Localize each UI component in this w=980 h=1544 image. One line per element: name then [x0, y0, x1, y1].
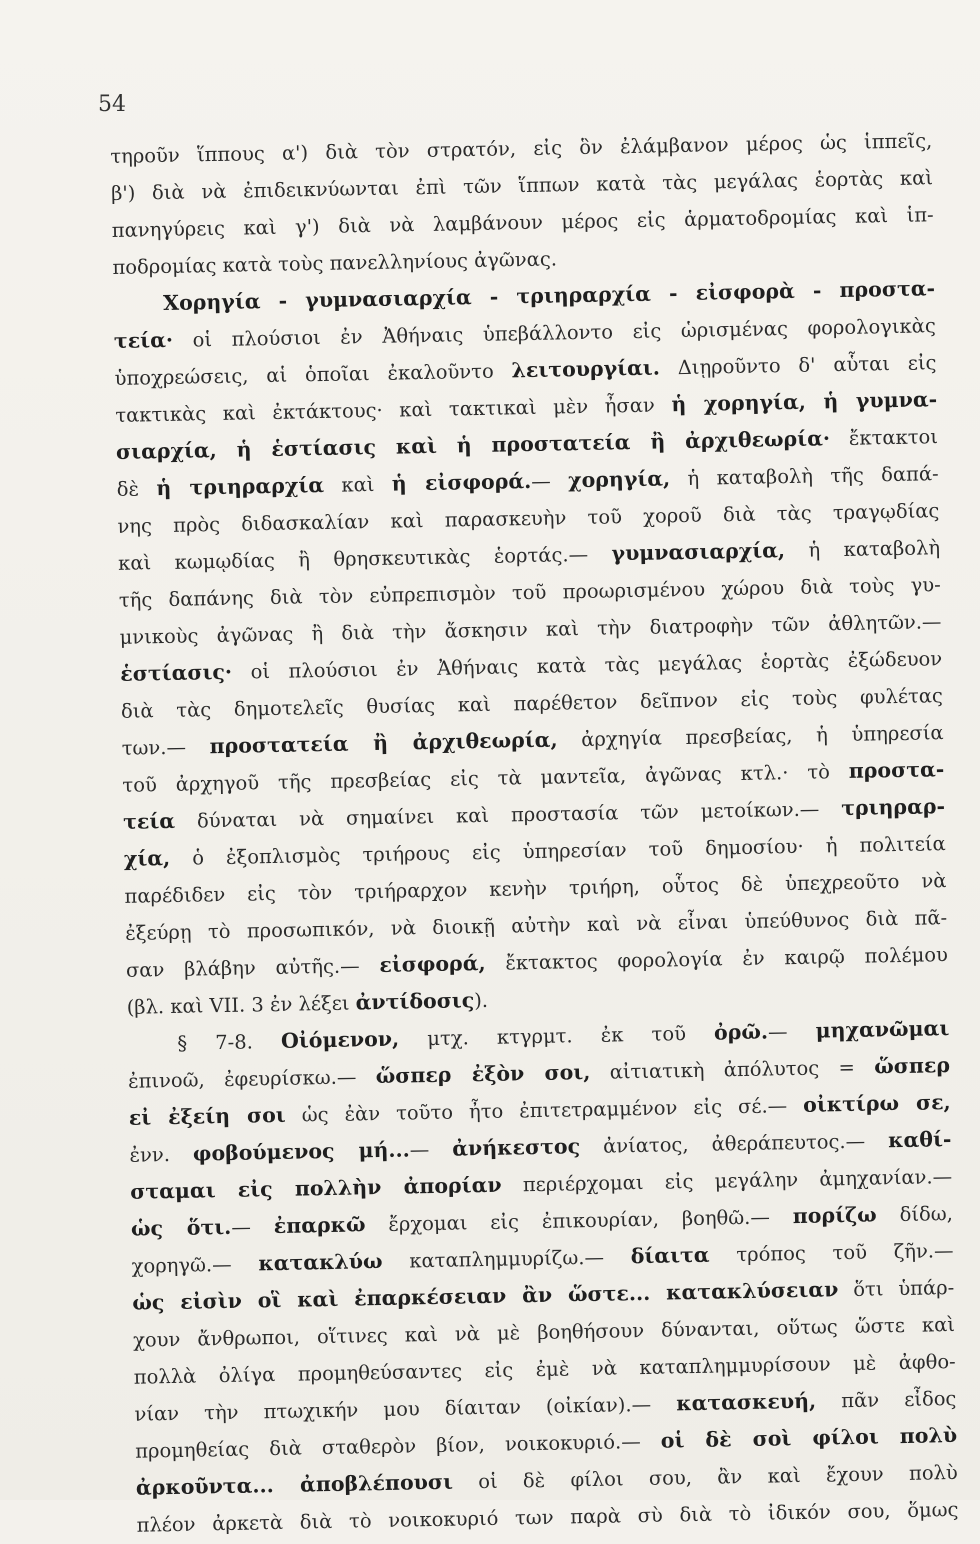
- bold-term: οἱ δὲ σοὶ φίλοι πολὺ: [660, 1422, 958, 1453]
- bold-term: σιαρχία, ἡ ἑστίασις καὶ ἡ προστατεία ἢ ἀρχιθεωρία·: [115, 426, 831, 464]
- bold-term: ὡς εἰσὶν οἳ καὶ ἐπαρκέσειαν ἂν ὥστε... κατακλύσειαν: [132, 1277, 839, 1315]
- text-segment: πολλὰ ὀλίγα προμηθεύσαντες εἰς ἐμὲ νὰ καταπλημμυρίσουν μὲ ἀφθο-: [133, 1349, 956, 1389]
- text-segment: μνικοὺς ἀγῶνας ἢ διὰ τὴν ἄσκησιν καὶ τὴν διατροφὴν τῶν ἀθλητῶν.—: [119, 610, 942, 649]
- text-segment: δύναται νὰ σημαίνει καὶ προστασία τῶν μετοίκων.—: [174, 797, 842, 833]
- page-number: 54: [98, 92, 126, 117]
- bold-term: χορηγία,: [567, 466, 671, 493]
- text-segment: —: [531, 469, 569, 493]
- text-segment: μτχ. κτγρμτ. ἐκ τοῦ: [398, 1021, 715, 1051]
- text-segment: ἐνν.: [129, 1142, 194, 1167]
- text-segment: πᾶν εἶδος: [815, 1386, 957, 1413]
- text-segment: τῆς δαπάνης διὰ τὸν εὐπρεπισμὸν τοῦ προωρισμένου χώρου διὰ τοὺς γυ-: [118, 573, 941, 612]
- text-segment: ἔκτακτοι: [829, 425, 939, 451]
- bold-term: ἀρκοῦντα... ἀποβλέπουσι: [135, 1469, 454, 1500]
- text-segment: —: [231, 1215, 274, 1239]
- text-segment: δὲ: [116, 477, 157, 501]
- text-segment: αἰτιατικὴ ἀπόλυτος =: [590, 1055, 875, 1084]
- bold-term: καθί-: [887, 1127, 952, 1153]
- text-segment: πλέον ἀρκετὰ διὰ τὸ νοικοκυριό των παρὰ σὺ διὰ τὸ ἰδικόν σου, ὅμως: [136, 1497, 959, 1537]
- bold-term: Οἰόμενον,: [280, 1026, 400, 1053]
- text-segment: ὑποχρεώσεις, αἱ ὁποῖαι ἐκαλοῦντο: [114, 359, 512, 390]
- bold-term: τριηραρ-: [840, 794, 946, 821]
- bold-term: ἐπαρκῶ: [273, 1212, 366, 1239]
- text-segment: —: [409, 1137, 453, 1162]
- bold-term: ἡ χορηγία, ἡ γυμνα-: [671, 387, 938, 417]
- text-segment: πανηγύρεις καὶ γ') διὰ νὰ λαμβάνουν μέρος εἰς ἁρματοδρομίας καὶ ἱπ-: [111, 203, 934, 242]
- bold-term: τεία·: [113, 327, 174, 353]
- text-segment: δίδω,: [876, 1202, 954, 1227]
- text-segment: χορηγῶ.—: [131, 1252, 259, 1278]
- text-segment: οἱ πλούσιοι ἐν Ἀθήναις κατὰ τὰς μεγάλας ἑορτὰς ἐξώδευον: [231, 647, 943, 684]
- text-segment: τηροῦν ἵππους α') διὰ τὸν στρατόν, εἰς ὃν ἐλάμβανον μέρος ὡς ἱππεῖς,: [110, 129, 933, 168]
- text-segment: προμηθείας διὰ σταθερὸν βίον, νοικοκυριό.—: [134, 1429, 662, 1463]
- bold-term: κατακλύω: [258, 1248, 383, 1276]
- text-segment: τρόπος τοῦ ζῆν.—: [709, 1239, 954, 1267]
- text-segment: καταπλημμυρίζω.—: [382, 1245, 631, 1273]
- bold-term: οἰκτίρω σε,: [802, 1090, 951, 1117]
- text-segment: ὡς ἐὰν τοῦτο ἦτο ἐπιτετραμμένον εἰς σέ.—: [285, 1093, 804, 1127]
- text-segment: ἔρχομαι εἰς ἐπικουρίαν, βοηθῶ.—: [365, 1205, 793, 1237]
- text-segment: παρέδιδεν εἰς τὸν τριήραρχον κενὴν τριήρη, οὗτος δὲ ὑπεχρεοῦτο νὰ: [124, 869, 947, 908]
- bold-term: πορίζω: [792, 1202, 877, 1229]
- bold-term: ὥσπερ: [874, 1053, 951, 1079]
- bold-term: ἀνήκεστος: [452, 1134, 581, 1161]
- text-segment: νης πρὸς διδασκαλίαν καὶ παρασκευὴν τοῦ χοροῦ διὰ τὰς τραγῳδίας: [117, 499, 940, 538]
- text-segment: ἡ καταβολὴ: [784, 536, 941, 563]
- text-segment: ἐπινοῶ, ἐφευρίσκω.—: [127, 1065, 376, 1093]
- text-segment: περιέρχομαι εἰς μεγάλην ἀμηχανίαν.—: [501, 1165, 953, 1197]
- body-text: [110, 122, 959, 1544]
- text-segment: ἔκτακτος φορολογία ἐν καιρῷ πολέμου: [485, 943, 949, 975]
- text-segment: ἀρχηγία πρεσβείας, ἡ ὑπηρεσία: [557, 721, 944, 752]
- bold-term: κατασκευή,: [675, 1388, 817, 1416]
- text-segment: ἀνίατος, ἀθεράπευτος.—: [579, 1129, 889, 1159]
- bold-term: σταμαι εἰς πολλὴν ἀπορίαν: [130, 1172, 502, 1204]
- text-segment: ποδρομίας κατὰ τοὺς πανελληνίους ἀγῶνας.: [112, 247, 558, 279]
- bold-term: γυμνασιαρχία,: [611, 538, 786, 566]
- bold-term: προστα-: [848, 757, 945, 783]
- bold-term: δίαιτα: [630, 1242, 710, 1269]
- text-segment: τακτικὰς καὶ ἐκτάκτους· καὶ τακτικαὶ μὲν ἦσαν: [115, 393, 672, 427]
- bold-term: εἰσφορά,: [379, 950, 486, 977]
- text-segment: σαν βλάβην αὐτῆς.—: [125, 953, 380, 982]
- text-segment: Διῃροῦντο δ' αὗται εἰς: [659, 351, 937, 380]
- text-segment: (βλ. καὶ VII. 3 ἐν λέξει: [126, 991, 356, 1019]
- bold-term: ἑστίασις·: [120, 659, 233, 686]
- bold-term: ὀρῶ.: [713, 1019, 769, 1045]
- bold-term: ἡ τριηραρχία: [156, 472, 325, 501]
- text-segment: καὶ: [323, 472, 392, 497]
- text-segment: β') διὰ νὰ ἐπιδεικνύωνται ἐπὶ τῶν ἵππων κατὰ τὰς μεγάλας ἑορτὰς καὶ: [110, 166, 934, 205]
- text-segment: ).: [473, 988, 489, 1013]
- text-segment: ἡ καταβολὴ τῆς δαπά-: [669, 462, 939, 491]
- text-segment: ὁ ἐξοπλισμὸς τριήρους εἰς ὑπηρεσίαν τοῦ δημοσίου· ἡ πολιτεία: [169, 832, 946, 870]
- text-segment: νίαν τὴν πτωχικήν μου δίαιταν (οἰκίαν).—: [134, 1392, 677, 1426]
- text-segment: χουν ἄνθρωποι, οἵτινες καὶ νὰ μὲ βοηθήσουν δύνανται, οὕτως ὥστε καὶ: [132, 1313, 956, 1352]
- bold-term: εἰ ἐξείη σοι: [128, 1102, 286, 1130]
- text-segment: οἱ δὲ φίλοι σου, ἂν καὶ ἔχουν πολὺ: [452, 1460, 958, 1494]
- text-segment: ὅτι ὑπάρ-: [838, 1276, 955, 1302]
- text-segment: καὶ κωμῳδίας ἢ θρησκευτικὰς ἑορτάς.—: [117, 542, 612, 575]
- bold-term: ἀντίδοσις: [355, 988, 475, 1015]
- bold-term: ὡς ὅτι.: [130, 1214, 232, 1241]
- bold-term: φοβούμενος μή...: [192, 1137, 410, 1166]
- text-segment: τοῦ ἀρχηγοῦ τῆς πρεσβείας εἰς τὰ μαντεῖα, ἀγῶνας κτλ.· τὸ: [122, 759, 850, 797]
- text-segment: διὰ τὰς δημοτελεῖς θυσίας καὶ παρέθετον δεῖπνον εἰς τοὺς φυλέτας: [120, 684, 944, 723]
- text-segment: § 7-8.: [177, 1029, 282, 1055]
- bold-term: μηχανῶμαι: [815, 1016, 950, 1043]
- text-segment: των.—: [121, 735, 210, 760]
- text-segment: οἱ πλούσιοι ἐν Ἀθήναις ὑπεβάλλοντο εἰς ὡρισμένας φορολογικὰς: [172, 314, 936, 352]
- text-segment: —: [767, 1019, 816, 1044]
- bold-term: προστατεία ἢ ἀρχιθεωρία,: [209, 727, 558, 759]
- bold-term: χία,: [123, 845, 171, 871]
- bold-term: ὥσπερ ἐξὸν σοι,: [375, 1059, 591, 1089]
- bold-term: λειτουργίαι.: [511, 355, 661, 383]
- text-segment: ἐξεύρῃ τὸ προσωπικόν, νὰ διοικῇ αὐτὴν καὶ νὰ εἶναι ὑπεύθυνος διὰ πᾶ-: [125, 906, 948, 945]
- bold-term: Χορηγία - γυμνασιαρχία - τριηραρχία - εἰσφορὰ - προστα-: [162, 276, 936, 316]
- bold-term: ἡ εἰσφορά.: [391, 468, 532, 496]
- bold-term: τεία: [122, 808, 176, 834]
